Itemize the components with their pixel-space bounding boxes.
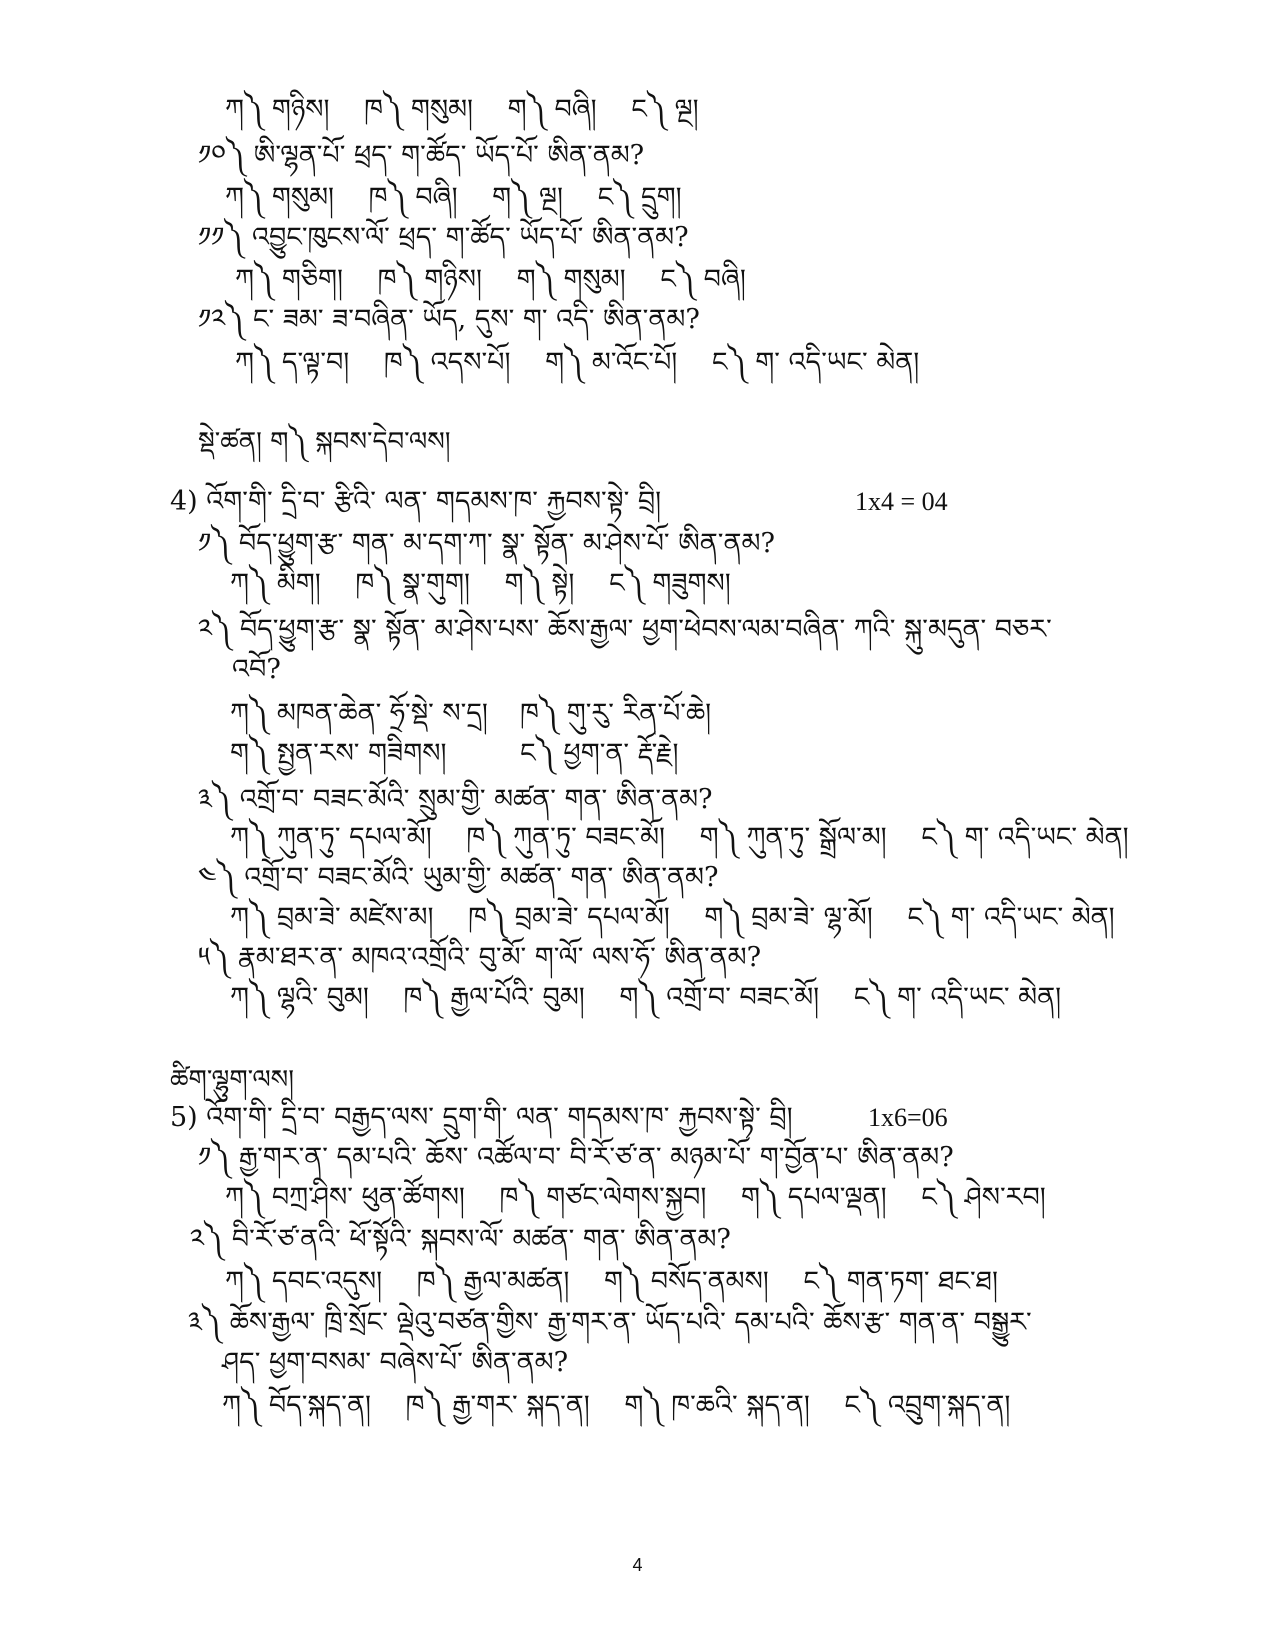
page-number: 4 [632, 1555, 643, 1575]
option-kha: ཁ༽ རྒྱ་གར་ སྐད་ན། [405, 1390, 590, 1421]
b-options-4 [230, 900, 1141, 936]
option-nga: ང༽ གན་ཏག་ ཐང་ཐ། [803, 1266, 998, 1297]
question-4-heading: 4) འོག་གི་ དྲི་བ་ རྩིའི་ ལན་ གདམས་ཁ་ རྐྱབས་སྟེ་ བྲི། [170, 486, 662, 517]
option-ka: ཀ༽ བོད་སྐད་ན། [222, 1390, 371, 1421]
options-q9 [225, 92, 725, 128]
b-item-1: ༡༽ བོད་ཕྱུག་རྩ་ གན་ མ་དག་ཀ་ སྣ་ སྟོན་ མ་ཤེས་པོ་ ཨིན་ནམ? [198, 528, 775, 559]
b-item-3: ༣༽ འགྲོ་བ་ བཟང་མོའི་ སྲུམ་གྱི་ མཚན་ གན་ ཨིན་ནམ? [198, 784, 713, 815]
option-ka: ཀ༽ ད་ལྟ་བ། [235, 347, 350, 378]
option-nga: ང༽ ག་ འདི་ཡང་ མེན། [907, 902, 1115, 933]
b-options-3 [230, 820, 1155, 856]
b-item-2-continued: འབོ? [232, 654, 281, 685]
option-ga: ག༽ སྤྱན་རས་ གཟིགས། [230, 738, 447, 769]
question-4-marks: 1x4 = 04 [855, 487, 948, 516]
c-item-2: ༢༽ བི་རོ་ཙ་ནའི་ ཕོ་སྟོའི་ སྐབས་ལོ་ མཚན་ གན་ ཨིན་ནམ? [190, 1224, 731, 1255]
option-ga: ག༽ མ་འོང་པོ། [545, 347, 678, 378]
option-nga: ང༽ གཟུགས། [608, 568, 731, 599]
c-item-1: ༡༽ རྒྱ་གར་ན་ དམ་པའི་ ཆོས་ འཚོལ་བ་ བི་རོ་ཙ་ན་ མཉམ་པོ་ ག་བྱོན་པ་ ཨིན་ནམ? [198, 1142, 954, 1173]
option-nga: ང༽ བཞི། [660, 264, 746, 295]
c-options-3 [222, 1388, 1036, 1424]
option-ga: ག༽ བསོད་ནམས། [603, 1266, 769, 1297]
option-ga: ག༽ བྲམ་ཟེ་ ལྷ་མོ། [704, 902, 873, 933]
option-nga: ང༽ འབྲུག་སྐད་ན། [844, 1390, 1011, 1421]
c-options-1 [225, 1180, 1072, 1216]
option-kha: ཁ༽ ཀུན་ཏུ་ བཟང་མོ། [466, 822, 666, 853]
question-12: ༡༢༽ ང་ ཟམ་ ཟ་བཞིན་ ཡོད, དུས་ ག་ འདི་ ཨིན་ནམ? [198, 304, 700, 335]
option-ka: ཀ༽ གསུམ། [225, 182, 335, 213]
question-5-marks: 1x6=06 [868, 1103, 948, 1132]
option-ga: ག༽ ཀུན་ཏུ་ སྒྲོལ་མ། [699, 822, 887, 853]
b-options-5 [230, 980, 1087, 1016]
option-kha: ཁ༽ རྒྱལ་པོའི་ བུམ། [403, 982, 585, 1013]
option-ga: ག༽ བཞི། [507, 94, 597, 125]
b-item-4: ༤༽ འགྲོ་བ་ བཟང་མོའི་ ཡུམ་གྱི་ མཚན་ གན་ ཨིན་ནམ? [198, 862, 719, 893]
options-q10 [225, 180, 708, 216]
option-nga: ང༽ ག་ འདི་ཡང་ མེན། [921, 822, 1129, 853]
section-c-title: ཚིག་ལྷུག་ལས། [170, 1065, 294, 1095]
c-item-3-continued: ཤད་ ཕྱག་བསམ་ བཞེས་པོ་ ཨིན་ནམ? [222, 1347, 569, 1378]
b-options-2 [230, 696, 930, 776]
option-ka: ཀ༽ གཉིས། [225, 94, 330, 125]
option-ka: ཀ༽ བྲམ་ཟེ་ མཛེས་མ། [230, 902, 434, 933]
option-ga: ག༽ གསུམ། [516, 264, 626, 295]
option-nga: ང༽ ཤེས་རབ། [921, 1182, 1046, 1213]
option-nga: ང༽ ཕྱག་ན་ རྡོ་རྗེ། [520, 738, 679, 769]
option-ga: ག༽ དཔལ་ལྡན། [740, 1182, 887, 1213]
option-ga: ག༽ སྟེ། [504, 568, 575, 599]
option-kha: ཁ༽ གུ་རུ་ རིན་པོ་ཆེ། [520, 698, 712, 729]
option-kha: ཁ༽ རྒྱལ་མཚན། [416, 1266, 570, 1297]
c-options-2 [225, 1264, 1024, 1300]
option-nga: ང༽ ལྔ། [631, 94, 699, 125]
option-kha: ཁ༽ བཞི། [368, 182, 458, 213]
option-nga: ང༽ ག་ འདི་ཡང་ མེན། [853, 982, 1062, 1013]
option-kha: ཁ༽ གཙང་ལེགས་སྐྱབ། [499, 1182, 707, 1213]
options-q11 [235, 262, 772, 298]
question-10: ༡༠༽ ཨི་ལྷན་པོ་ ཕྲད་ ག་ཚོད་ ཡོད་པོ་ ཨིན་ནམ? [198, 140, 645, 171]
section-b-title: སྡེ་ཚན། ག༽ སྐབས་དེབ་ལས། [198, 427, 451, 457]
option-ka: ཀ༽ དབང་འདུས། [225, 1266, 383, 1297]
options-q12 [235, 345, 945, 381]
option-ka: ཀ༽ བཀྲ་ཤིས་ ཕུན་ཚོགས། [225, 1182, 465, 1213]
option-ka: ཀ༽ མཁན་ཆེན་ ཧྲོ་སྡེ་ ས་དྲ། [230, 698, 488, 729]
option-ga: ག༽ འགྲོ་བ་ བཟང་མོ། [619, 982, 820, 1013]
option-ka: ཀ༽ ལྷའི་ བུམ། [230, 982, 369, 1013]
option-kha: ཁ༽ བྲམ་ཟེ་ དཔལ་མོ། [468, 902, 670, 933]
option-ga: ག༽ ལྔ། [492, 182, 563, 213]
option-nga: ང༽ ག་ འདི་ཡང་ མེན། [711, 347, 920, 378]
option-ga: ག༽ ཁ་ཆའི་ སྐད་ན། [624, 1390, 810, 1421]
option-kha: ཁ༽ སྣ་གུག། [355, 568, 471, 599]
option-nga: ང༽ དྲུག། [597, 182, 682, 213]
option-kha: ཁ༽ གསུམ། [364, 94, 474, 125]
option-kha: ཁ༽ འདས་པོ། [383, 347, 511, 378]
option-kha: ཁ༽ གཉིས། [377, 264, 483, 295]
question-5-heading: 5) འོག་གི་ དྲི་བ་ བརྒྱད་ལས་ དྲུག་གི་ ལན་ གདམས་ཁ་ རྐྱབས་སྟེ་ བྲི། [170, 1102, 793, 1133]
option-ka: ཀ༽ ཀུན་ཏུ་ དཔལ་མོ། [230, 822, 432, 853]
option-ka: ཀ༽ མིག། [230, 568, 321, 599]
b-item-2: ༢༽ བོད་ཕྱུག་རྩ་ སྣ་ སྟོན་ མ་ཤེས་པས་ ཆོས་རྒྱལ་ ཕྱག་ཕེབས་ལམ་བཞིན་ ཀའི་ སྐུ་མདུན་ བཅར་ [198, 614, 1052, 645]
option-ka: ཀ༽ གཅིག། [235, 264, 344, 295]
b-item-5: ༥༽ རྣམ་ཐར་ན་ མཁའ་འགྲོའི་ བུ་མོ་ ག་ལོ་ ལས་ཧོ་ ཨིན་ནམ? [198, 942, 762, 973]
b-options-1 [230, 566, 757, 602]
c-item-3: ༣༽ ཆོས་རྒྱལ་ ཁྲི་སྲོང་ ལྡེའུ་བཙན་གྱིས་ རྒྱ་གར་ན་ ཡོད་པའི་ དམ་པའི་ ཆོས་རྩ་ གན་ན་ བསྒྱུར་ [188, 1307, 1032, 1338]
question-11: ༡༡༽ འབྱུང་ཁུངས་ལོ་ ཕྲད་ ག་ཚོད་ ཡོད་པོ་ ཨིན་ནམ? [198, 222, 689, 253]
